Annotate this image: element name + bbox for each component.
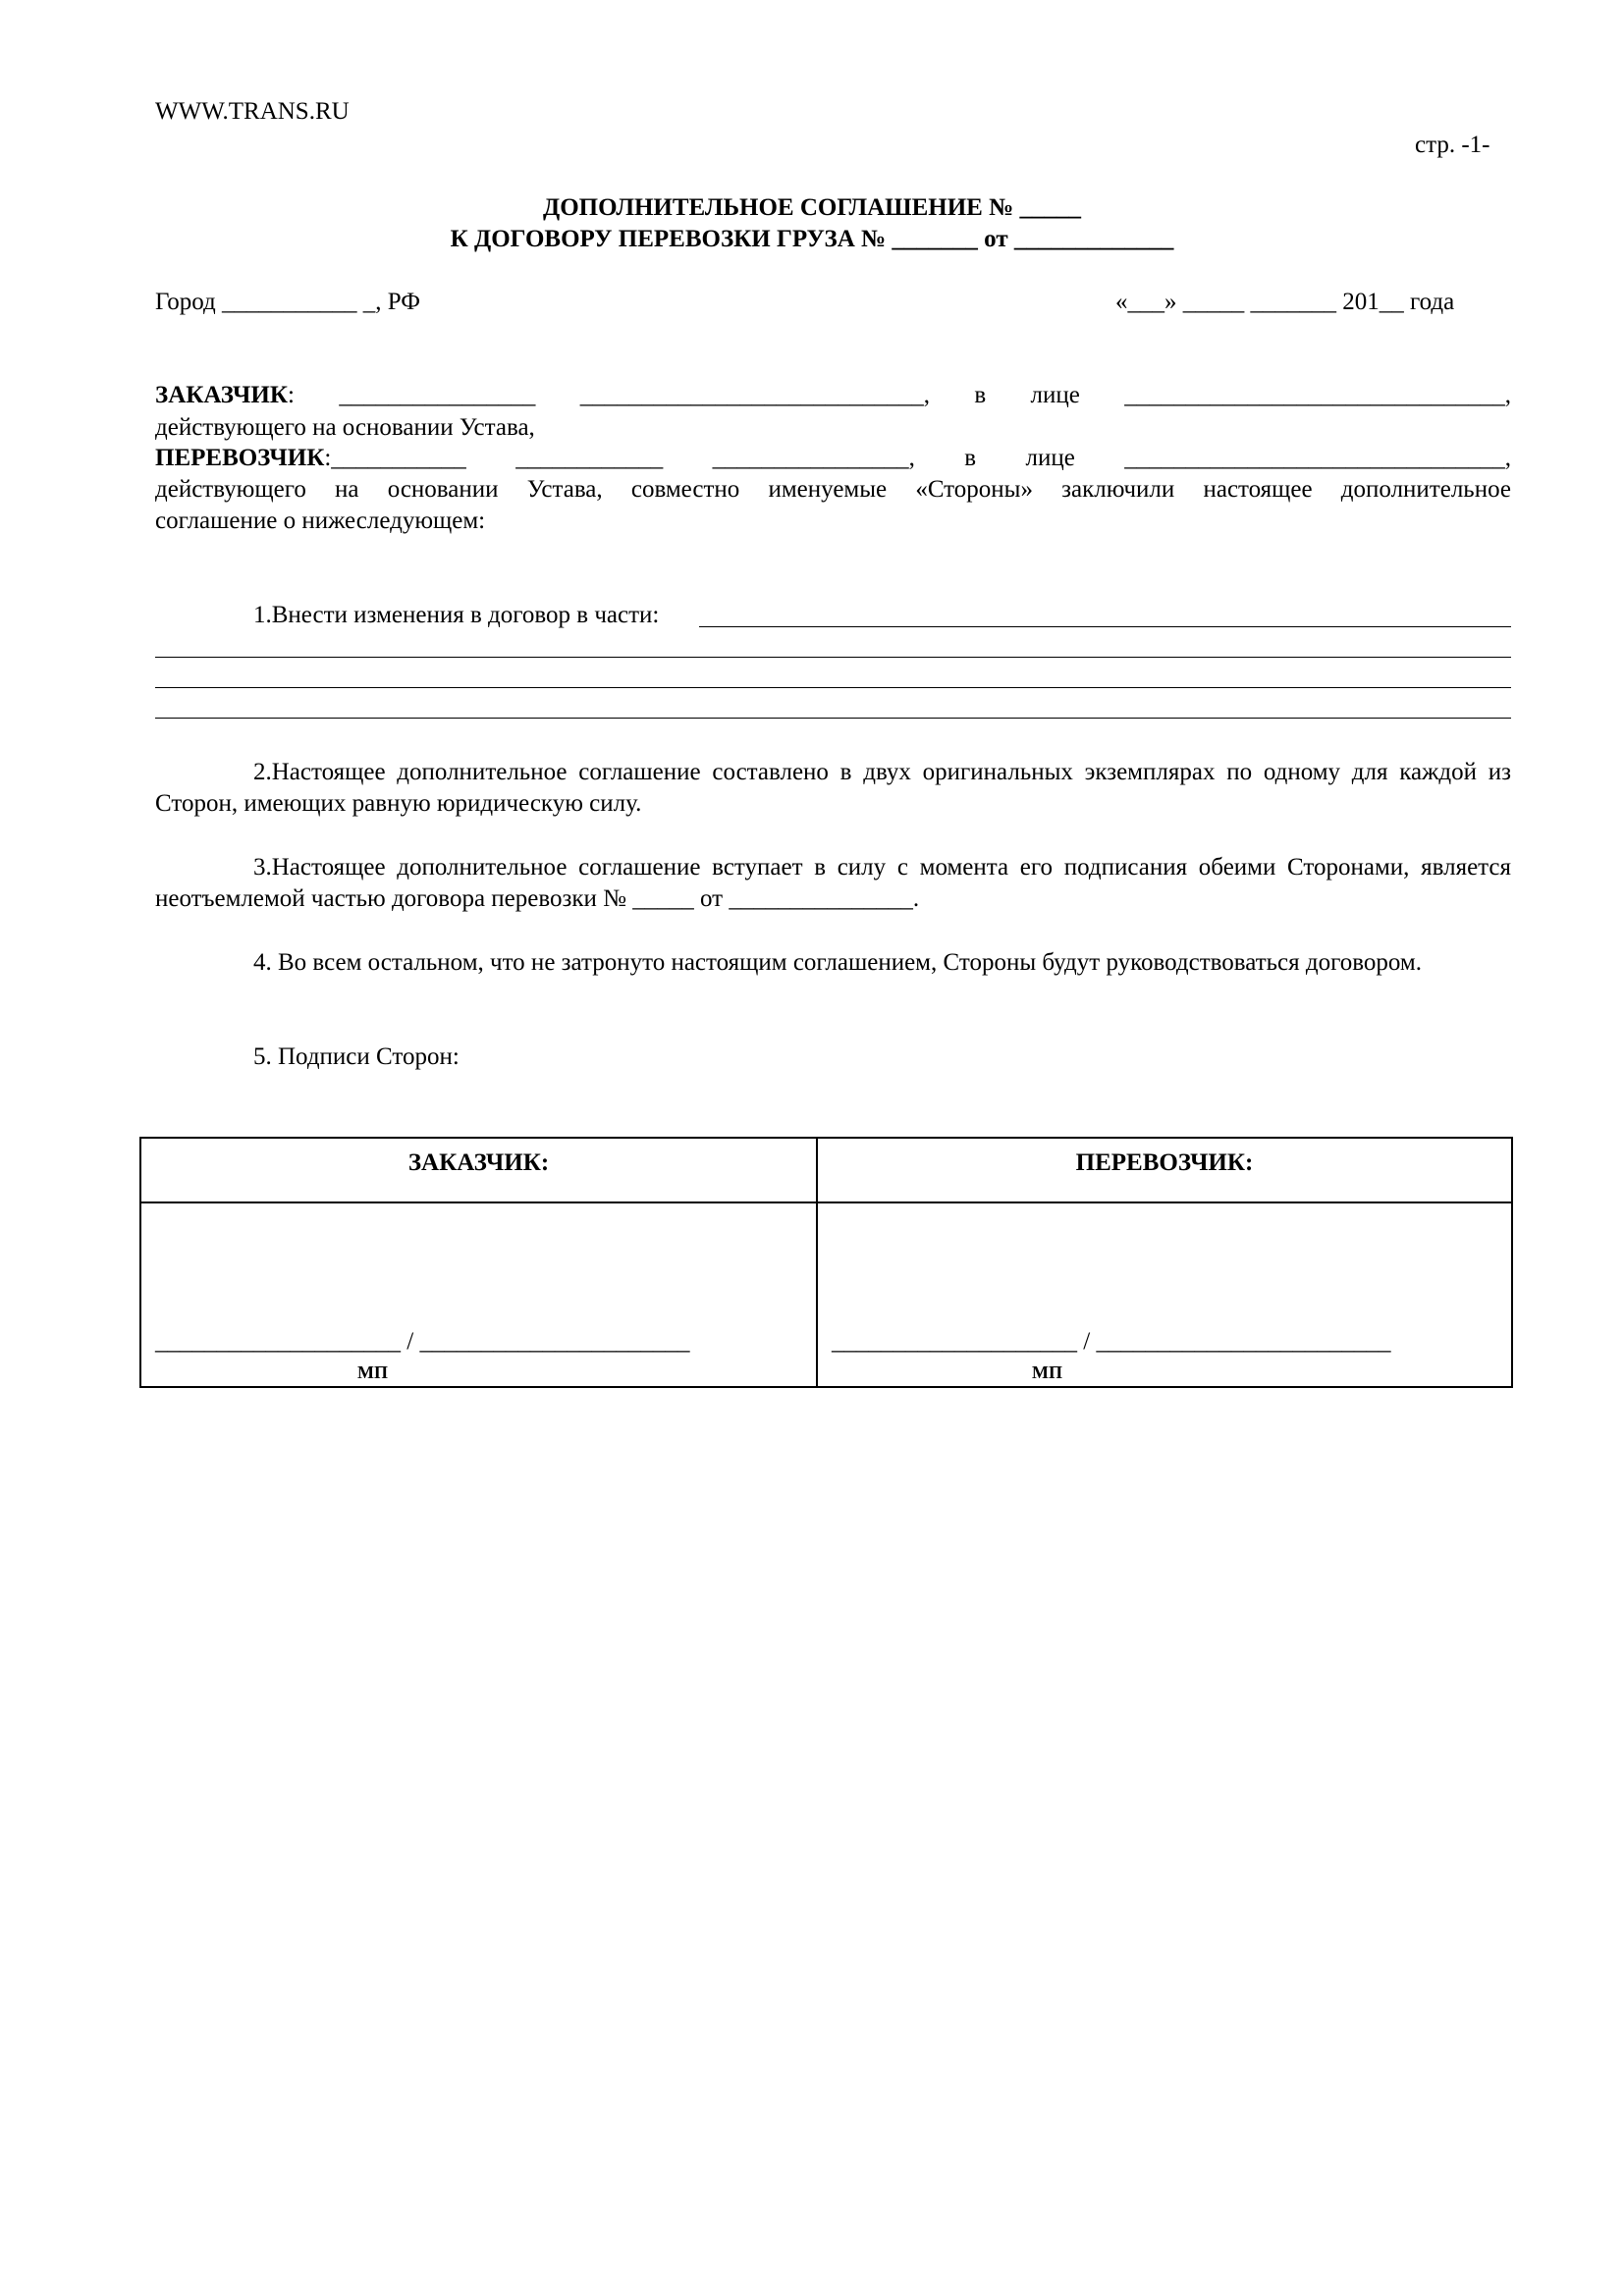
- customer-basis: действующего на основании Устава,: [155, 414, 535, 441]
- customer-stamp-label: МП: [357, 1362, 388, 1382]
- customer-signature-line: ____________________ / ______________________: [155, 1328, 690, 1355]
- clause-4: 4. Во всем остальном, что не затронуто настоящим соглашением, Стороны будут руководствоваться договором.: [253, 949, 1422, 976]
- clause-2: 2.Настоящее дополнительное соглашение составлено в двух оригинальных экземплярах по одному для каждой из Сторон, имеющих равную юридическую силу.: [155, 759, 1511, 817]
- carrier-signature-header: ПЕРЕВОЗЧИК:: [1075, 1149, 1254, 1176]
- carrier-label: ПЕРЕВОЗЧИК: [155, 445, 325, 471]
- city-line: Город ___________ _, РФ: [155, 289, 420, 315]
- clause-3: 3.Настоящее дополнительное соглашение вступает в силу с момента его подписания обеими Сторонами, является неотъемлемой частью договора перевозки № _____ от _______________.: [155, 854, 1511, 912]
- clause-5: 5. Подписи Сторон:: [253, 1043, 460, 1070]
- customer-details: : ________________ ____________________________, в лице _______________________________,: [287, 382, 1511, 408]
- carrier-basis-line-2: соглашение о нижеследующем:: [155, 507, 486, 534]
- blank-line: [155, 718, 1511, 719]
- clause-1: 1.Внести изменения в договор в части:: [253, 602, 660, 628]
- table-header-rule: [141, 1201, 1511, 1203]
- carrier-line: [155, 443, 1511, 474]
- title-line-2: К ДОГОВОРУ ПЕРЕВОЗКИ ГРУЗА № _______ от _____________: [450, 226, 1174, 252]
- carrier-signature-line: ____________________ / ________________________: [832, 1328, 1391, 1355]
- carrier-stamp-label: МП: [1032, 1362, 1062, 1382]
- page-number: стр. -1-: [1415, 132, 1490, 158]
- date-line: «___» _____ _______ 201__ года: [1115, 289, 1455, 315]
- title-line-1: ДОПОЛНИТЕЛЬНОЕ СОГЛАШЕНИЕ № _____: [543, 194, 1081, 221]
- clause-1-blank-inline: [699, 626, 1511, 627]
- blank-line: [155, 687, 1511, 688]
- customer-line: [155, 380, 1511, 411]
- carrier-details: :___________ ____________ ________________, в лице _______________________________,: [324, 445, 1511, 471]
- customer-label: ЗАКАЗЧИК: [155, 382, 288, 408]
- carrier-basis-line-1: действующего на основании Устава, совместно именуемые «Стороны» заключили настоящее дополнительное: [155, 476, 1511, 503]
- blank-line: [155, 657, 1511, 658]
- site-url: WWW.TRANS.RU: [155, 98, 350, 125]
- signature-table: [139, 1137, 1513, 1388]
- customer-signature-header: ЗАКАЗЧИК:: [407, 1149, 550, 1176]
